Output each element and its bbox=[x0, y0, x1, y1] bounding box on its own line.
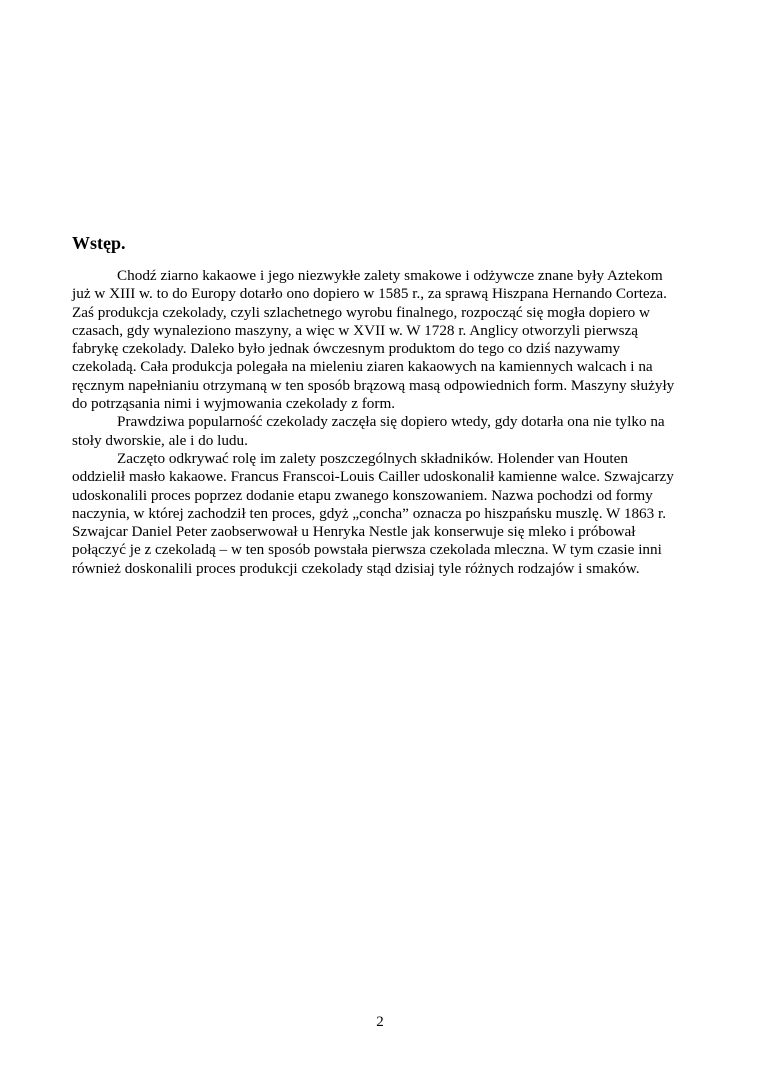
body-text bbox=[72, 267, 704, 578]
paragraph-1-line-7: ręcznym napełnianiu otrzymaną w ten sposób brązową masą odpowiednich form. Maszyny służyły bbox=[72, 376, 675, 394]
paragraph-1-line-6: czekoladą. Cała produkcja polegała na mieleniu ziaren kakaowych na kamiennych walcach i na bbox=[72, 358, 653, 376]
paragraph-3-line-6: połączyć je z czekoladą – w ten sposób powstała pierwsza czekolada mleczna. W tym czasie inni bbox=[72, 541, 662, 559]
paragraph-1-line-3: Zaś produkcja czekolady, czyli szlachetnego wyrobu finalnego, rozpocząć się mogła dopiero w bbox=[72, 303, 651, 321]
paragraph-1-line-5: fabrykę czekolady. Daleko było jednak ówczesnym produktom do tego co dziś nazywamy bbox=[72, 340, 621, 358]
paragraph-1-line-2: już w XIII w. to do Europy dotarło ono dopiero w 1585 r., za sprawą Hiszpana Hernando Corteza. bbox=[72, 285, 667, 303]
paragraph-1-line-8: do potrząsania nimi i wyjmowania czekolady z form. bbox=[72, 395, 396, 413]
paragraph-2-line-2: stoły dworskie, ale i do ludu. bbox=[72, 431, 248, 449]
paragraph-3-line-3: udoskonalili proces poprzez dodanie etapu zwanego konszowaniem. Nazwa pochodzi od formy bbox=[72, 486, 653, 504]
section-heading: Wstęp. bbox=[72, 233, 126, 253]
paragraph-1-line-4: czasach, gdy wynaleziono maszyny, a więc w XVII w. W 1728 r. Anglicy otworzyli pierwszą bbox=[72, 321, 638, 339]
paragraph-3-line-2: oddzielił masło kakaowe. Francus Franscoi-Louis Cailler udoskonalił kamienne walce. Szwajcarzy bbox=[72, 468, 674, 486]
page-number: 2 bbox=[376, 1014, 384, 1030]
paragraph-3-line-7: również doskonalili proces produkcji czekolady stąd dzisiaj tyle różnych rodzajów i smaków. bbox=[72, 559, 640, 577]
paragraph-3-line-4: naczynia, w której zachodził ten proces, gdyż „concha” oznacza po hiszpańsku muszlę. W 1863 r. bbox=[72, 504, 667, 522]
paragraph-3-line-5: Szwajcar Daniel Peter zaobserwował u Henryka Nestle jak konserwuje się mleko i próbował bbox=[72, 523, 636, 541]
paragraph-3-line-1: Zaczęto odkrywać rolę im zalety poszczególnych składników. Holender van Houten bbox=[117, 449, 628, 467]
paragraph-1-line-1: Chodź ziarno kakaowe i jego niezwykłe zalety smakowe i odżywcze znane były Aztekom bbox=[117, 267, 663, 284]
paragraph-2-line-1: Prawdziwa popularność czekolady zaczęła się dopiero wtedy, gdy dotarła ona nie tylko na bbox=[117, 413, 665, 431]
